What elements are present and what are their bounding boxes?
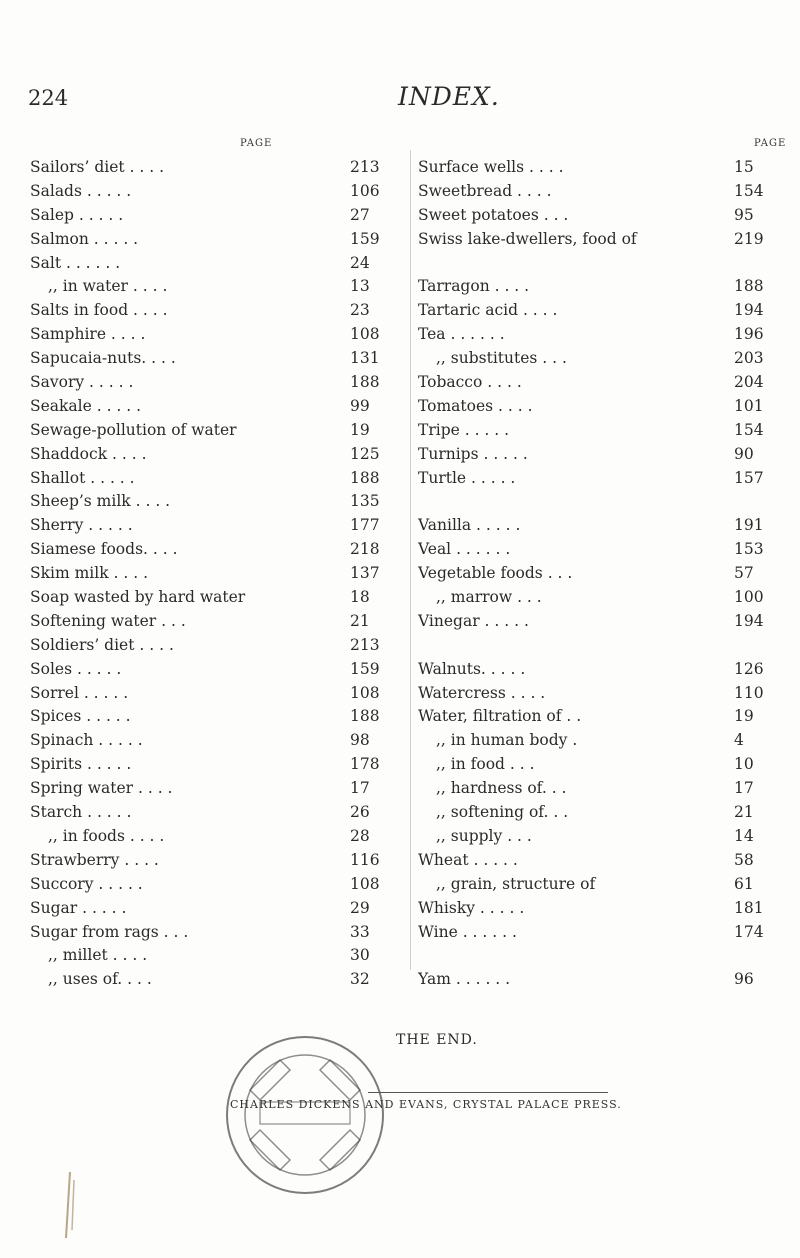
index-page-number: 203 [734, 349, 764, 368]
index-term: Sapucaia-nuts. . . . [30, 349, 176, 368]
index-term: ,, grain, structure of [436, 874, 596, 893]
index-page-number: 174 [734, 922, 764, 941]
column-divider [410, 150, 411, 970]
index-term: ,, hardness of. . . [436, 779, 567, 798]
index-page-number: 181 [734, 898, 764, 917]
index-page-number: 21 [734, 803, 754, 822]
index-term: Succory . . . . . [30, 874, 143, 893]
index-page-number: 106 [350, 181, 380, 200]
index-term: Savory . . . . . [30, 373, 134, 392]
index-entry [418, 873, 788, 897]
index-entry [418, 228, 788, 252]
index-entry [30, 562, 404, 586]
index-term: Vanilla . . . . . [418, 516, 521, 535]
index-entry [30, 801, 404, 825]
index-entry [30, 514, 404, 538]
index-term: Tarragon . . . . [418, 277, 530, 296]
index-term: Sugar from rags . . . [30, 922, 189, 941]
index-page-number: 188 [350, 373, 380, 392]
index-page-number: 19 [350, 420, 370, 439]
index-entry [418, 538, 788, 562]
index-page-number: 18 [350, 588, 370, 607]
index-entry [30, 180, 404, 204]
index-term: ,, in foods . . . . [48, 826, 165, 845]
index-entry [418, 323, 788, 347]
index-page-number: 219 [734, 229, 764, 248]
index-entry [30, 753, 404, 777]
index-term: Sorrel . . . . . [30, 683, 129, 702]
index-term: Vegetable foods . . . [418, 564, 573, 583]
index-term: Sewage-pollution of water [30, 420, 237, 439]
index-term: ,, substitutes . . . [436, 349, 567, 368]
index-entry [418, 610, 788, 634]
index-page-number: 96 [734, 970, 754, 989]
index-term: Walnuts. . . . . [418, 659, 526, 678]
page-number: 224 [28, 86, 69, 110]
index-term: Seakale . . . . . [30, 396, 142, 415]
column-page-heading: PAGE [240, 138, 273, 149]
index-page-number: 153 [734, 540, 764, 559]
index-page-number: 58 [734, 850, 754, 869]
index-page-number: 13 [350, 277, 370, 296]
index-page-number: 126 [734, 659, 764, 678]
index-term: Strawberry . . . . [30, 850, 159, 869]
index-page-number: 98 [350, 731, 370, 750]
index-page-number: 213 [350, 158, 380, 176]
index-entry [30, 897, 404, 921]
index-page-number: 110 [734, 683, 764, 702]
index-entry [418, 299, 788, 323]
index-term: Salads . . . . . [30, 181, 132, 200]
index-entry [30, 419, 404, 443]
index-page-number: 154 [734, 181, 764, 200]
page-header [0, 82, 800, 126]
index-entry [418, 586, 788, 610]
index-entry [30, 825, 404, 849]
index-entry [418, 395, 788, 419]
index-entry [418, 371, 788, 395]
index-page-number: 108 [350, 683, 380, 702]
index-page-number: 196 [734, 325, 764, 344]
index-entry [30, 729, 404, 753]
library-stamp [220, 1030, 390, 1200]
index-term: Siamese foods. . . . [30, 540, 178, 559]
index-entry [30, 944, 404, 968]
index-entry [418, 849, 788, 873]
index-term: ,, millet . . . . [48, 946, 148, 965]
index-entries-left [30, 156, 404, 992]
index-page-number: 188 [350, 707, 380, 726]
index-page-number: 21 [350, 611, 370, 630]
index-page-number: 137 [350, 564, 380, 583]
index-entry [30, 873, 404, 897]
index-term: Softening water . . . [30, 611, 186, 630]
index-page-number: 100 [734, 588, 764, 607]
index-term: Tomatoes . . . . [418, 396, 533, 415]
index-entry [30, 968, 404, 992]
index-term: Skim milk . . . . [30, 564, 149, 583]
index-entry [30, 204, 404, 228]
index-page-number: 159 [350, 659, 380, 678]
index-entry [30, 252, 404, 276]
printer-imprint: CHARLES DICKENS AND EVANS, CRYSTAL PALACE PRESS. [230, 1098, 622, 1111]
index-term: Yam . . . . . . [418, 970, 511, 989]
index-page-number: 125 [350, 444, 380, 463]
index-term: Spring water . . . . [30, 779, 173, 798]
index-entry [418, 347, 788, 371]
index-page-number: 19 [734, 707, 754, 726]
index-entry [418, 921, 788, 945]
index-entry [418, 443, 788, 467]
index-term: Soap wasted by hard water [30, 588, 246, 607]
index-entry [30, 586, 404, 610]
index-term: Swiss lake-dwellers, food of [418, 229, 637, 248]
index-entry [418, 777, 788, 801]
index-entry [30, 275, 404, 299]
index-page-number: 32 [350, 970, 370, 989]
index-page-number: 33 [350, 922, 370, 941]
index-page-number: 29 [350, 898, 370, 917]
index-entry [418, 897, 788, 921]
index-term: Vinegar . . . . . [418, 611, 529, 630]
index-page-number: 157 [734, 468, 764, 487]
index-term: Turnips . . . . . [418, 444, 528, 463]
index-entry [30, 658, 404, 682]
index-page-number: 108 [350, 325, 380, 344]
index-entry [30, 443, 404, 467]
index-term: ,, supply . . . [436, 826, 532, 845]
index-term: Whisky . . . . . [418, 898, 525, 917]
the-end-text: THE END. [396, 1032, 478, 1048]
index-spacer [418, 252, 788, 276]
index-term: Spirits . . . . . [30, 755, 132, 774]
index-entry [30, 705, 404, 729]
index-term: Salts in food . . . . [30, 301, 168, 320]
index-entry [418, 275, 788, 299]
index-entry [30, 371, 404, 395]
index-entries-right [418, 156, 788, 992]
index-term: Samphire . . . . [30, 325, 146, 344]
index-entry [30, 849, 404, 873]
index-entry [418, 658, 788, 682]
index-entry [30, 490, 404, 514]
index-term: Salt . . . . . . [30, 253, 121, 272]
index-entry [30, 610, 404, 634]
index-term: Turtle . . . . . [418, 468, 516, 487]
index-page-number: 188 [734, 277, 764, 296]
index-term: Sugar . . . . . [30, 898, 127, 917]
index-term: Sweetbread . . . . [418, 181, 552, 200]
index-entry [418, 705, 788, 729]
index-term: Sheep’s milk . . . . [30, 492, 171, 511]
index-page-number: 30 [350, 946, 370, 965]
index-entry [30, 299, 404, 323]
index-entry [418, 180, 788, 204]
index-entry [418, 825, 788, 849]
index-page-number: 28 [350, 826, 370, 845]
index-page-number: 218 [350, 540, 380, 559]
index-page-number: 27 [350, 205, 370, 224]
index-term: Water, filtration of . . [418, 707, 582, 726]
index-term: Wine . . . . . . [418, 922, 517, 941]
index-term: Soldiers’ diet . . . . [30, 635, 174, 654]
index-page-number: 194 [734, 301, 764, 320]
index-term: Tea . . . . . . [418, 325, 505, 344]
index-term: ,, in food . . . [436, 755, 535, 774]
index-page-number: 4 [734, 731, 744, 750]
index-term: Sweet potatoes . . . [418, 205, 569, 224]
index-term: Starch . . . . . [30, 803, 132, 822]
index-term: Tobacco . . . . [418, 373, 522, 392]
index-page-number: 204 [734, 373, 764, 392]
index-page-number: 108 [350, 874, 380, 893]
index-page-number: 61 [734, 874, 754, 893]
index-term: Shallot . . . . . [30, 468, 135, 487]
index-term: ,, in water . . . . [48, 277, 168, 296]
index-entry [30, 682, 404, 706]
index-term: Surface wells . . . . [418, 158, 564, 176]
index-page-number: 188 [350, 468, 380, 487]
index-spacer [418, 490, 788, 514]
index-term: Tartaric acid . . . . [418, 301, 558, 320]
index-page-number: 177 [350, 516, 380, 535]
index-page-number: 15 [734, 158, 754, 176]
index-page-number: 24 [350, 253, 370, 272]
index-page-number: 17 [350, 779, 370, 798]
index-entry [30, 921, 404, 945]
index-page-number: 213 [350, 635, 380, 654]
index-page-number: 95 [734, 205, 754, 224]
index-page-number: 23 [350, 301, 370, 320]
index-term: Spices . . . . . [30, 707, 131, 726]
index-entry [30, 777, 404, 801]
end-section [0, 1020, 800, 1258]
index-page-number: 101 [734, 396, 764, 415]
index-page-number: 17 [734, 779, 754, 798]
imprint-rule [368, 1092, 608, 1093]
index-page-number: 26 [350, 803, 370, 822]
index-page-number: 178 [350, 755, 380, 774]
index-entry [418, 753, 788, 777]
index-entry [30, 228, 404, 252]
index-term: Watercress . . . . [418, 683, 546, 702]
index-entry [418, 156, 788, 180]
index-entry [30, 347, 404, 371]
index-term: Salmon . . . . . [30, 229, 139, 248]
index-entry [418, 968, 788, 992]
index-page-number: 99 [350, 396, 370, 415]
index-term: ,, softening of. . . [436, 803, 569, 822]
index-term: ,, in human body . [436, 731, 578, 750]
index-spacer [418, 944, 788, 968]
index-term: Sherry . . . . . [30, 516, 133, 535]
index-page-number: 194 [734, 611, 764, 630]
index-page-number: 135 [350, 492, 380, 511]
index-term: Shaddock . . . . [30, 444, 147, 463]
index-entry [30, 634, 404, 658]
index-entry [418, 204, 788, 228]
index-entry [30, 395, 404, 419]
index-entry [30, 538, 404, 562]
index-term: ,, marrow . . . [436, 588, 542, 607]
index-page-number: 90 [734, 444, 754, 463]
index-page-number: 131 [350, 349, 380, 368]
index-spacer [418, 634, 788, 658]
index-page-number: 10 [734, 755, 754, 774]
index-entry [30, 467, 404, 491]
running-title: INDEX. [398, 82, 500, 111]
index-term: Sailors’ diet . . . . [30, 158, 165, 176]
index-term: Veal . . . . . . [418, 540, 511, 559]
index-entry [418, 729, 788, 753]
index-entry [418, 562, 788, 586]
index-page-number: 159 [350, 229, 380, 248]
index-entry [30, 323, 404, 347]
index-entry [30, 156, 404, 180]
index-entry [418, 419, 788, 443]
index-page-number: 116 [350, 850, 380, 869]
column-page-heading: PAGE [754, 138, 787, 149]
page-edge-mark [60, 1170, 80, 1240]
index-term: ,, uses of. . . . [48, 970, 152, 989]
index-term: Tripe . . . . . [418, 420, 510, 439]
index-page-number: 154 [734, 420, 764, 439]
index-entry [418, 682, 788, 706]
index-entry [418, 514, 788, 538]
index-page-number: 57 [734, 564, 754, 583]
index-term: Spinach . . . . . [30, 731, 143, 750]
index-term: Wheat . . . . . [418, 850, 518, 869]
index-entry [418, 467, 788, 491]
index-page-number: 14 [734, 826, 754, 845]
index-term: Soles . . . . . [30, 659, 122, 678]
index-term: Salep . . . . . [30, 205, 124, 224]
index-entry [418, 801, 788, 825]
index-page-number: 191 [734, 516, 764, 535]
